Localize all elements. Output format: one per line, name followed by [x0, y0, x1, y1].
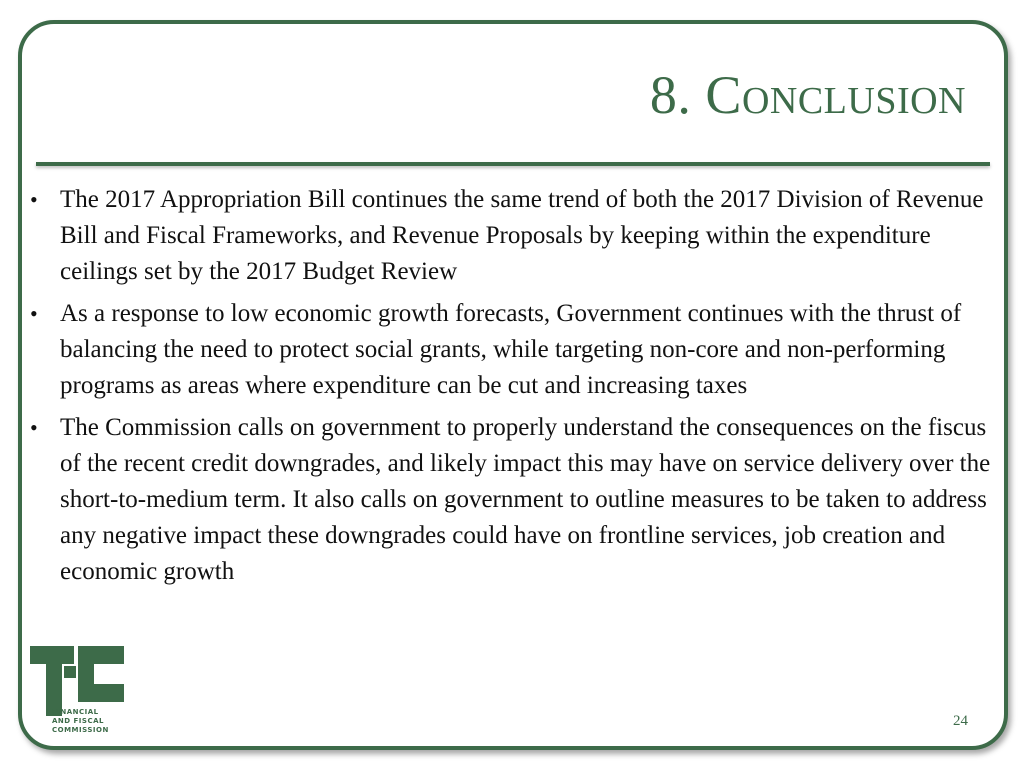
- logo-line: COMMISSION: [52, 726, 109, 734]
- bullet-marker: •: [30, 187, 38, 212]
- bullet-text: As a response to low economic growth forecasts, Government continues with the thrust of balancing the need to protect social grants, while targeting non-core and non-performing programs as areas where expenditure can be cut and increasing taxes: [60, 300, 962, 399]
- bullet-item: [30, 296, 992, 404]
- bullet-item: [30, 410, 992, 590]
- logo-wordmark: [52, 708, 109, 735]
- logo-line: FINANCIAL: [52, 708, 99, 716]
- bullet-text: The Commission calls on government to properly understand the consequences on the fiscus of the recent credit downgrades, and likely impact this may have on service delivery over the short-to-medium term. It also calls on government to outline measures to be taken to address any negative impact these downgrades could have on frontline services, job creation and economic growth: [60, 414, 991, 585]
- logo-line: AND FISCAL: [52, 717, 104, 725]
- bullet-item: [30, 182, 992, 290]
- bullet-marker: •: [30, 301, 38, 326]
- title-divider: [36, 162, 990, 166]
- page-number: 24: [953, 713, 968, 729]
- bullet-marker: •: [30, 415, 38, 440]
- bullet-list: [30, 182, 992, 596]
- slide-title: 8. Conclusion: [649, 65, 966, 125]
- bullet-text: The 2017 Appropriation Bill continues the same trend of both the 2017 Division of Revenue Bill and Fiscal Frameworks, and Revenue Proposals by keeping within the expenditure ceilings set by the 2017 Budget Review: [60, 186, 984, 285]
